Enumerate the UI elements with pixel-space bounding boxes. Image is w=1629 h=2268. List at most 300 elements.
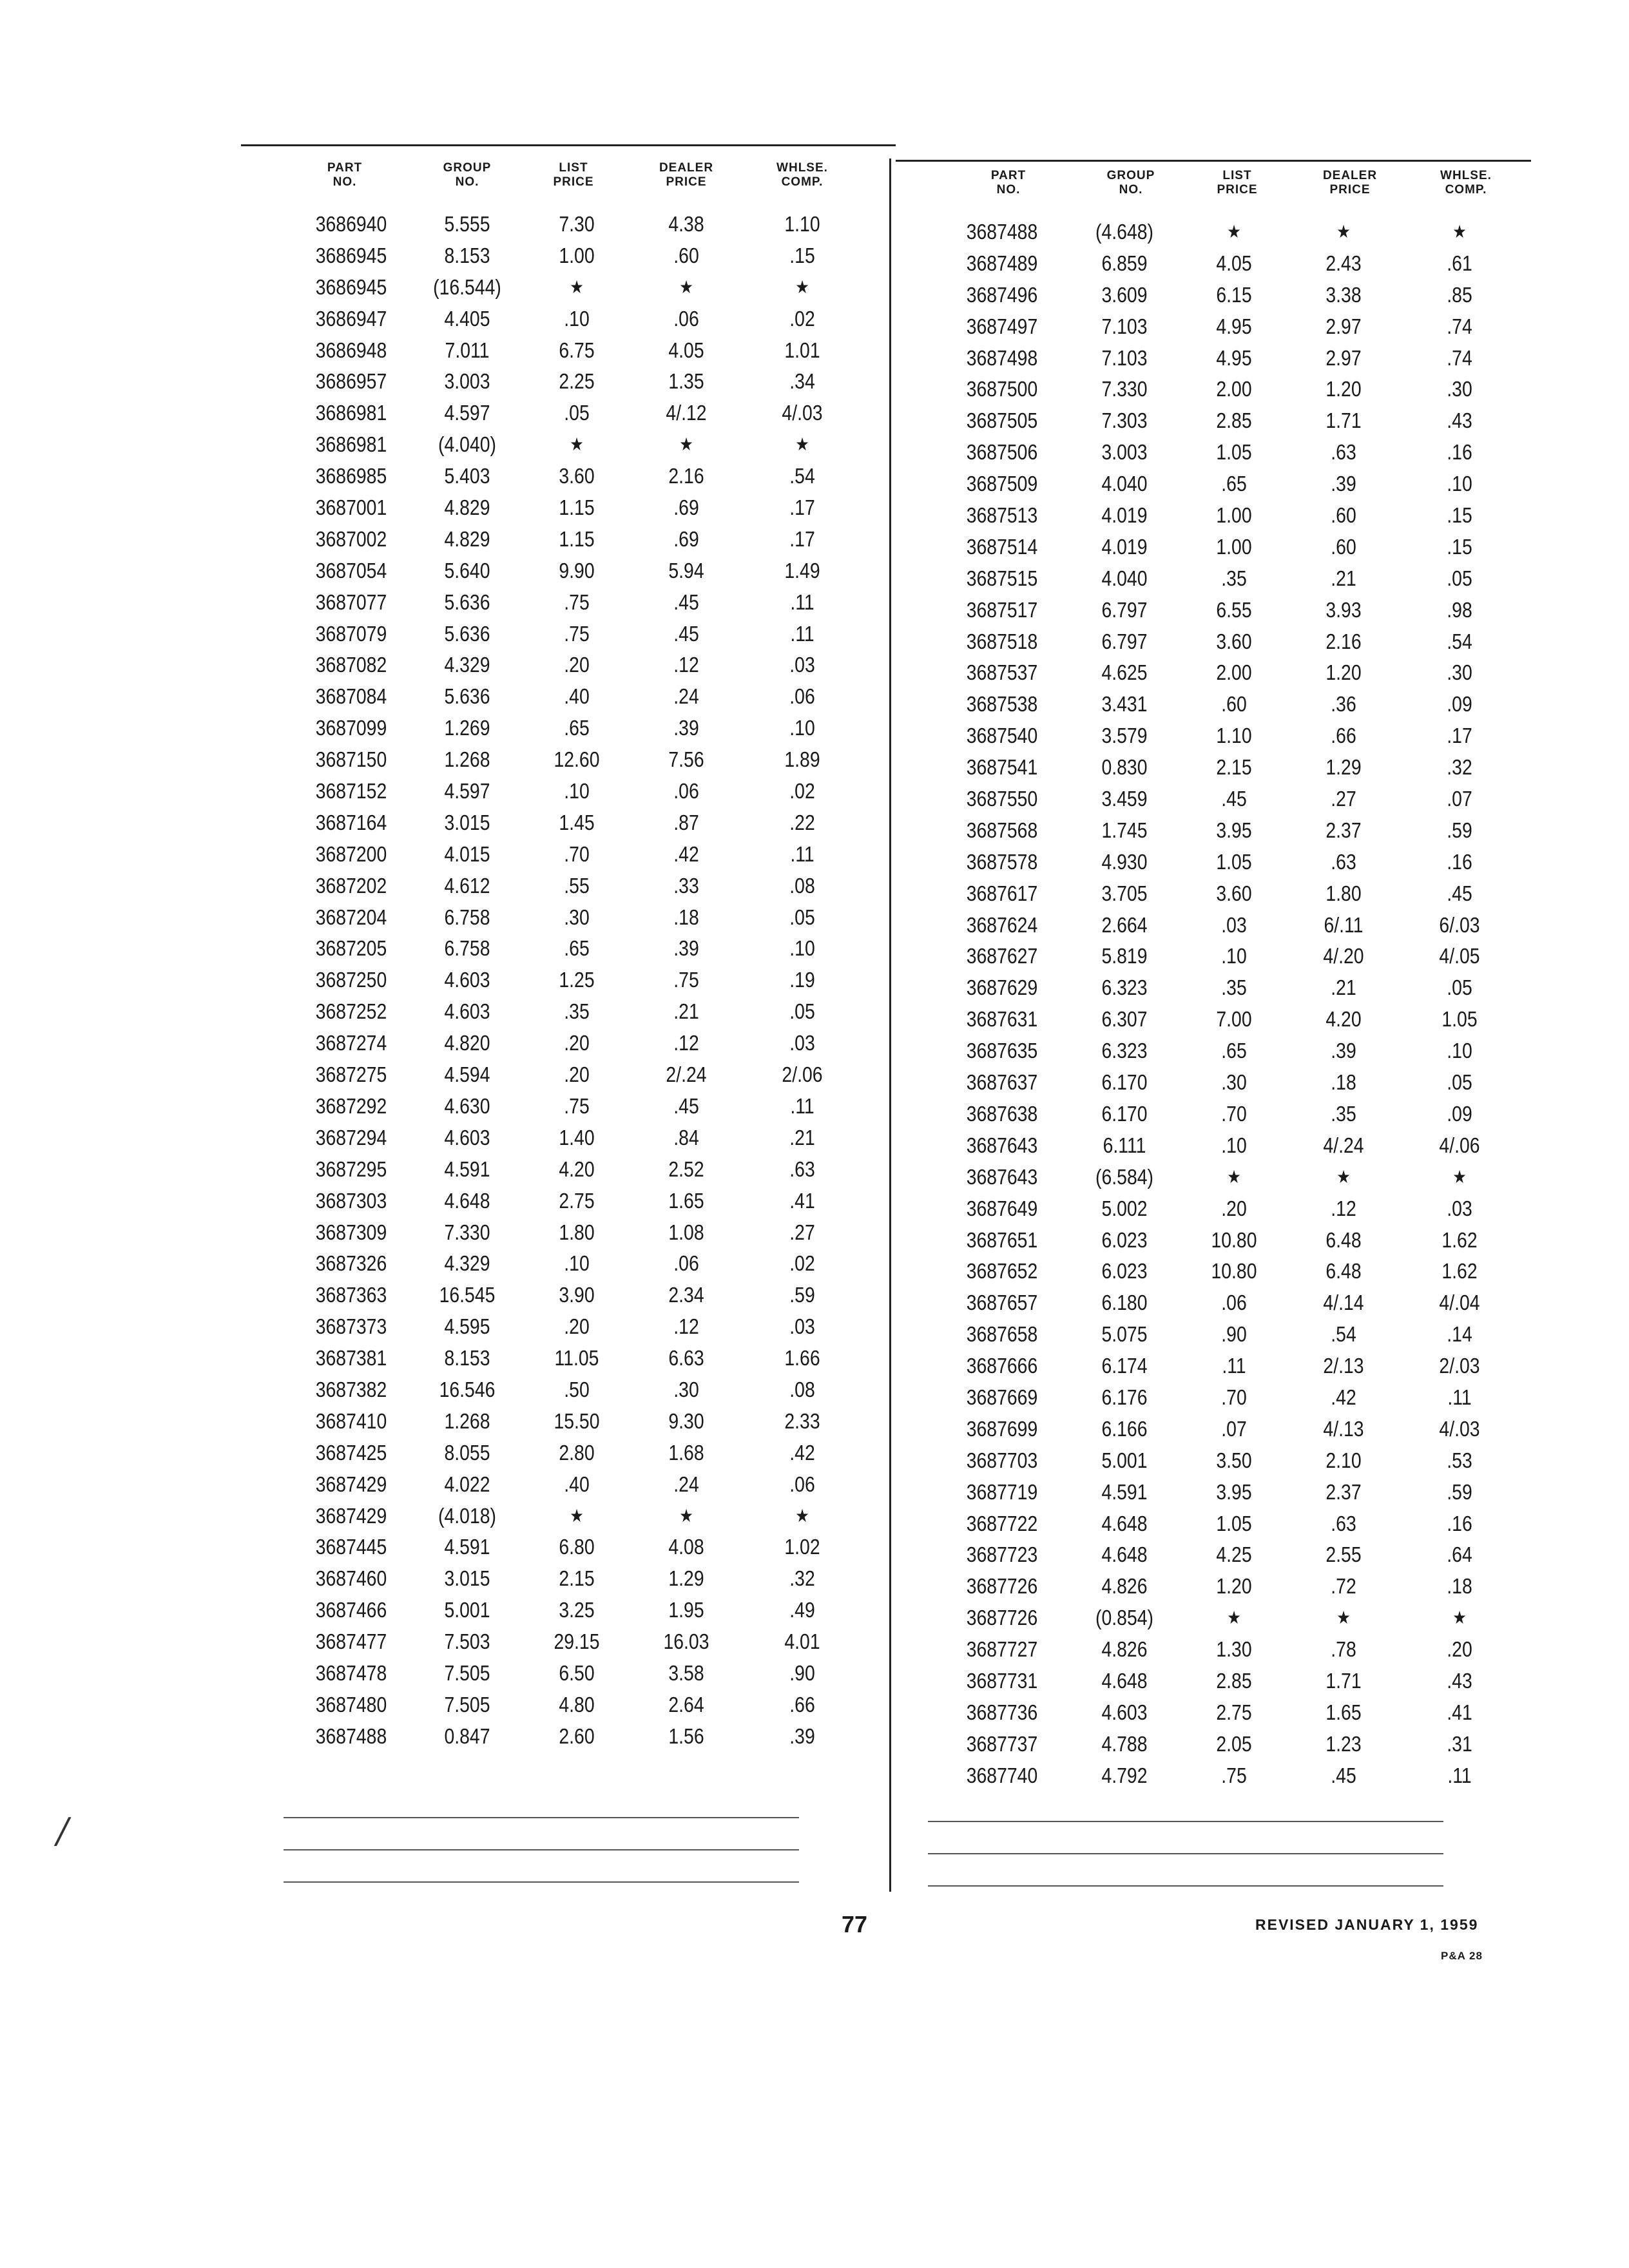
whlse-comp-cell: .10 [1447, 1039, 1472, 1063]
dealer-price-cell: .06 [673, 306, 699, 331]
list-price-cell: 1.25 [559, 968, 595, 992]
whlse-comp-cell: .27 [789, 1220, 815, 1244]
group-no-cell: 5.640 [444, 558, 490, 582]
column-divider [889, 159, 891, 1892]
table-row [296, 1249, 863, 1281]
part-no-cell: 3687736 [966, 1700, 1038, 1724]
group-no-cell: 3.579 [1101, 724, 1148, 748]
part-no-cell: 3687635 [966, 1039, 1038, 1063]
group-no-cell: 16.546 [439, 1377, 496, 1401]
dealer-price-cell: .18 [1331, 1070, 1356, 1095]
group-no-cell: 6.111 [1103, 1133, 1146, 1157]
group-no-cell: 5.636 [444, 621, 490, 646]
whlse-comp-cell: .18 [1447, 1574, 1472, 1599]
whlse-comp-cell: .17 [1447, 724, 1472, 748]
dealer-price-cell: 4.08 [668, 1535, 704, 1559]
part-no-cell: 3687737 [966, 1731, 1038, 1756]
whlse-comp-cell: .05 [1447, 566, 1472, 590]
group-no-cell: 8.055 [444, 1440, 490, 1465]
left-table-body [296, 210, 863, 1754]
dealer-price-cell: ★ [679, 434, 693, 455]
dealer-price-cell: .39 [1331, 472, 1356, 496]
table-row [941, 658, 1521, 690]
whlse-comp-cell: .54 [789, 464, 815, 488]
dealer-price-cell: .63 [1331, 440, 1356, 465]
dealer-price-cell: .39 [673, 936, 699, 961]
table-row [296, 682, 863, 714]
dealer-price-cell: 2.52 [668, 1157, 704, 1181]
whlse-comp-cell: 1.05 [1441, 1007, 1478, 1032]
list-price-cell: .11 [1222, 1354, 1246, 1378]
group-no-cell: 4.829 [444, 526, 490, 551]
dealer-price-cell: .12 [1331, 1196, 1356, 1220]
whlse-comp-cell: .19 [789, 968, 815, 992]
table-row [296, 1344, 863, 1376]
part-no-cell: 3687477 [315, 1629, 387, 1654]
whlse-comp-cell: 1.62 [1441, 1227, 1478, 1252]
list-price-cell: .07 [1221, 1416, 1247, 1441]
list-price-cell: ★ [570, 434, 584, 455]
group-no-cell: (4.040) [438, 432, 496, 457]
dealer-price-cell: ★ [1336, 1608, 1351, 1628]
whlse-comp-cell: 2.33 [784, 1408, 820, 1433]
table-row [941, 344, 1521, 376]
list-price-cell: 3.95 [1216, 818, 1252, 842]
table-row [296, 1407, 863, 1439]
dealer-price-cell: 3.58 [668, 1660, 704, 1685]
table-row [941, 1037, 1521, 1068]
list-price-cell: .05 [564, 401, 590, 425]
table-row [941, 1100, 1521, 1131]
whlse-comp-cell: ★ [795, 276, 809, 297]
group-no-cell: 5.075 [1101, 1322, 1148, 1347]
dealer-price-cell: .42 [673, 841, 699, 866]
part-no-cell: 3687515 [966, 566, 1038, 590]
part-no-cell: 3687537 [966, 660, 1038, 685]
whlse-comp-cell: .41 [789, 1188, 815, 1213]
group-no-cell: 5.001 [444, 1598, 490, 1622]
part-no-cell: 3687002 [315, 526, 387, 551]
table-row [941, 816, 1521, 848]
table-row [296, 903, 863, 935]
part-no-cell: 3686945 [315, 274, 387, 299]
dealer-price-cell: 4/.12 [666, 401, 707, 425]
whlse-comp-cell: .02 [789, 779, 815, 803]
dealer-price-cell: .60 [673, 243, 699, 267]
list-price-cell: .30 [564, 905, 590, 929]
part-no-cell: 3687252 [315, 999, 387, 1024]
group-no-cell: 7.303 [1101, 408, 1148, 433]
group-no-cell: 4.595 [444, 1314, 490, 1339]
header-whlse-comp: WHLSE. COMP. [1440, 169, 1492, 197]
table-row [296, 840, 863, 872]
group-no-cell: 7.505 [444, 1660, 490, 1685]
part-no-cell: 3686957 [315, 369, 387, 394]
table-row [296, 777, 863, 809]
table-row [296, 242, 863, 273]
dealer-price-cell: .69 [673, 526, 699, 551]
table-row [296, 651, 863, 682]
table-row [296, 1092, 863, 1124]
part-no-cell: 3687077 [315, 590, 387, 614]
list-price-cell: .55 [564, 873, 590, 898]
group-no-cell: 0.847 [444, 1724, 490, 1748]
whlse-comp-cell: .10 [789, 936, 815, 961]
part-no-cell: 3687445 [315, 1535, 387, 1559]
group-no-cell: 6.859 [1101, 251, 1148, 275]
dealer-price-cell: 2.16 [1325, 629, 1362, 653]
list-price-cell: 6.75 [559, 338, 595, 362]
part-no-cell: 3686940 [315, 212, 387, 236]
list-price-cell: ★ [1227, 222, 1241, 242]
dealer-price-cell: 1.20 [1325, 660, 1362, 685]
part-no-cell: 3687727 [966, 1637, 1038, 1662]
group-no-cell: 4.040 [1101, 472, 1148, 496]
list-price-cell: 1.20 [1216, 1574, 1252, 1599]
table-row [296, 525, 863, 557]
list-price-cell: 1.00 [1216, 503, 1252, 528]
list-price-cell: 2.75 [559, 1188, 595, 1213]
whlse-comp-cell: .17 [789, 526, 815, 551]
group-no-cell: 6.797 [1101, 597, 1148, 622]
group-no-cell: 4.826 [1101, 1574, 1148, 1599]
group-no-cell: 8.153 [444, 243, 490, 267]
list-price-cell: .40 [564, 1472, 590, 1496]
table-row [941, 1415, 1521, 1446]
dealer-price-cell: .36 [1331, 692, 1356, 716]
table-row [296, 367, 863, 399]
part-no-cell: 3687478 [315, 1660, 387, 1685]
list-price-cell: 7.00 [1216, 1007, 1252, 1032]
dealer-price-cell: 2.43 [1325, 251, 1362, 275]
part-no-cell: 3687731 [966, 1668, 1038, 1693]
table-row [296, 1564, 863, 1596]
list-price-cell: .35 [1221, 566, 1247, 590]
dealer-price-cell: .21 [1331, 566, 1356, 590]
group-no-cell: 4.648 [1101, 1668, 1148, 1693]
part-no-cell: 3687309 [315, 1220, 387, 1244]
table-row [941, 1005, 1521, 1037]
dealer-price-cell: 7.56 [668, 747, 704, 772]
group-no-cell: 6.166 [1101, 1416, 1148, 1441]
part-no-cell: 3687150 [315, 747, 387, 772]
dealer-price-cell: 2.97 [1325, 345, 1362, 370]
whlse-comp-cell: 1.66 [784, 1346, 820, 1370]
whlse-comp-cell: .11 [1447, 1763, 1472, 1787]
part-no-cell: 3687274 [315, 1031, 387, 1055]
dealer-price-cell: ★ [1336, 222, 1351, 242]
table-row [296, 1376, 863, 1407]
whlse-comp-cell: .49 [789, 1598, 815, 1622]
group-no-cell: 1.268 [444, 1408, 490, 1433]
part-no-cell: 3687643 [966, 1164, 1038, 1189]
dealer-price-cell: 4/.20 [1323, 944, 1364, 968]
table-row [296, 588, 863, 620]
dealer-price-cell: 1.35 [668, 369, 704, 394]
whlse-comp-cell: 2/.06 [782, 1062, 823, 1087]
list-price-cell: 4.25 [1216, 1542, 1252, 1567]
part-no-cell: 3687568 [966, 818, 1038, 842]
dealer-price-cell: .84 [673, 1125, 699, 1149]
page-number: 77 [842, 1911, 868, 1937]
group-no-cell: 4.040 [1101, 566, 1148, 590]
part-no-cell: 3687538 [966, 692, 1038, 716]
table-row [941, 312, 1521, 344]
group-no-cell: 6.170 [1101, 1070, 1148, 1095]
part-no-cell: 3687627 [966, 944, 1038, 968]
list-price-cell: 1.05 [1216, 849, 1252, 874]
list-price-cell: 10.80 [1211, 1259, 1257, 1283]
dealer-price-cell: 3.93 [1325, 597, 1362, 622]
group-no-cell: 6.307 [1101, 1007, 1148, 1032]
group-no-cell: 5.636 [444, 684, 490, 709]
whlse-comp-cell: .08 [789, 1377, 815, 1401]
list-price-cell: .10 [1221, 944, 1247, 968]
list-price-cell: .45 [1221, 787, 1247, 811]
table-row [296, 1470, 863, 1502]
list-price-cell: .10 [564, 779, 590, 803]
table-row [941, 1572, 1521, 1604]
dealer-price-cell: 1.29 [668, 1566, 704, 1591]
right-table-body [941, 218, 1521, 1793]
whlse-comp-cell: 2/.03 [1439, 1354, 1480, 1378]
whlse-comp-cell: .85 [1447, 282, 1472, 307]
list-price-cell: .75 [564, 590, 590, 614]
whlse-comp-cell: .03 [789, 1314, 815, 1339]
dealer-price-cell: .24 [673, 684, 699, 709]
part-no-cell: 3687410 [315, 1408, 387, 1433]
group-no-cell: 0.830 [1101, 755, 1148, 780]
part-no-cell: 3687295 [315, 1157, 387, 1181]
part-no-cell: 3687425 [315, 1440, 387, 1465]
group-no-cell: 4.603 [1101, 1700, 1148, 1724]
part-no-cell: 3687480 [315, 1692, 387, 1716]
dealer-price-cell: 1.65 [1325, 1700, 1362, 1724]
table-row [296, 1061, 863, 1092]
margin-pencil-mark: / [57, 1811, 69, 1851]
dealer-price-cell: 2/.24 [666, 1062, 707, 1087]
dealer-price-cell: .78 [1331, 1637, 1356, 1662]
part-no-cell: 3687509 [966, 472, 1038, 496]
group-no-cell: 7.503 [444, 1629, 490, 1654]
whlse-comp-cell: .66 [789, 1692, 815, 1716]
part-no-cell: 3687550 [966, 787, 1038, 811]
list-price-cell: .20 [564, 1031, 590, 1055]
group-no-cell: 4.930 [1101, 849, 1148, 874]
whlse-comp-cell: .11 [790, 841, 815, 866]
group-no-cell: (4.018) [438, 1503, 496, 1528]
table-row [296, 1155, 863, 1187]
table-row [941, 1604, 1521, 1635]
group-no-cell: 6.180 [1101, 1291, 1148, 1315]
part-no-cell: 3687363 [315, 1283, 387, 1307]
whlse-comp-cell: .53 [1447, 1448, 1472, 1472]
part-no-cell: 3687540 [966, 724, 1038, 748]
table-row [296, 462, 863, 494]
dealer-price-cell: 1.95 [668, 1598, 704, 1622]
dealer-price-cell: .72 [1331, 1574, 1356, 1599]
list-price-cell: .70 [1221, 1101, 1247, 1126]
group-no-cell: 4.603 [444, 999, 490, 1024]
list-price-cell: .75 [564, 1093, 590, 1118]
group-no-cell: 7.330 [444, 1220, 490, 1244]
part-no-cell: 3687513 [966, 503, 1038, 528]
whlse-comp-cell: .11 [790, 590, 815, 614]
table-row [296, 1502, 863, 1533]
list-price-cell: 3.90 [559, 1283, 595, 1307]
table-row [941, 1698, 1521, 1730]
list-price-cell: 29.15 [554, 1629, 600, 1654]
list-price-cell: 9.90 [559, 558, 595, 582]
part-no-cell: 3687506 [966, 440, 1038, 465]
right-table-header [941, 169, 1521, 214]
group-no-cell: 3.003 [1101, 440, 1148, 465]
group-no-cell: 4.603 [444, 968, 490, 992]
group-no-cell: 5.555 [444, 212, 490, 236]
table-row [941, 1635, 1521, 1667]
blank-line [284, 1881, 799, 1883]
list-price-cell: 1.80 [559, 1220, 595, 1244]
blank-line [284, 1849, 799, 1850]
group-no-cell: 4.591 [1101, 1479, 1148, 1504]
whlse-comp-cell: 4/.04 [1439, 1291, 1480, 1315]
dealer-price-cell: .27 [1331, 787, 1356, 811]
group-no-cell: 4.329 [444, 653, 490, 677]
whlse-comp-cell: .10 [1447, 472, 1472, 496]
dealer-price-cell: .75 [673, 968, 699, 992]
dealer-price-cell: .21 [673, 999, 699, 1024]
dealer-price-cell: 1.23 [1325, 1731, 1362, 1756]
group-no-cell: 6.174 [1101, 1354, 1148, 1378]
dealer-price-cell: 2.55 [1325, 1542, 1362, 1567]
part-no-cell: 3687500 [966, 377, 1038, 401]
part-no-cell: 3687489 [966, 251, 1038, 275]
dealer-price-cell: 1.80 [1325, 881, 1362, 905]
part-no-cell: 3687292 [315, 1093, 387, 1118]
group-no-cell: 6.176 [1101, 1385, 1148, 1409]
whlse-comp-cell: .22 [789, 810, 815, 834]
whlse-comp-cell: .11 [1447, 1385, 1472, 1409]
dealer-price-cell: .63 [1331, 1511, 1356, 1535]
group-no-cell: 4.019 [1101, 534, 1148, 559]
table-row [296, 1533, 863, 1564]
dealer-price-cell: ★ [679, 1505, 693, 1526]
whlse-comp-cell: .03 [789, 1031, 815, 1055]
table-row [296, 745, 863, 777]
list-price-cell: ★ [1227, 1608, 1241, 1628]
dealer-price-cell: .33 [673, 873, 699, 898]
list-price-cell: 11.05 [554, 1346, 599, 1370]
list-price-cell: .65 [1221, 472, 1247, 496]
whlse-comp-cell: .06 [789, 1472, 815, 1496]
whlse-comp-cell: .05 [789, 905, 815, 929]
group-no-cell: 1.269 [444, 716, 490, 740]
header-whlse-comp: WHLSE. COMP. [776, 161, 828, 189]
group-no-cell: 4.405 [444, 306, 490, 331]
table-row [941, 911, 1521, 943]
group-no-cell: 4.792 [1101, 1763, 1148, 1787]
whlse-comp-cell: 1.01 [784, 338, 820, 362]
group-no-cell: 3.015 [444, 810, 490, 834]
table-row [941, 564, 1521, 596]
group-no-cell: 5.636 [444, 590, 490, 614]
whlse-comp-cell: ★ [1452, 1166, 1467, 1187]
table-row [296, 336, 863, 368]
list-price-cell: .70 [564, 841, 590, 866]
whlse-comp-cell: 1.62 [1441, 1259, 1478, 1283]
whlse-comp-cell: .05 [1447, 975, 1472, 1000]
list-price-cell: 1.45 [559, 810, 595, 834]
whlse-comp-cell: .02 [789, 1251, 815, 1276]
whlse-comp-cell: .16 [1447, 440, 1472, 465]
whlse-comp-cell: .21 [789, 1125, 815, 1149]
table-row [941, 1478, 1521, 1510]
table-row [296, 1312, 863, 1344]
part-no-cell: 3687514 [966, 534, 1038, 559]
whlse-comp-cell: .15 [1447, 534, 1472, 559]
dealer-price-cell: 2.16 [668, 464, 704, 488]
dealer-price-cell: 2.97 [1325, 314, 1362, 338]
part-no-cell: 3687699 [966, 1416, 1038, 1441]
dealer-price-cell: 9.30 [668, 1408, 704, 1433]
list-price-cell: 1.05 [1216, 440, 1252, 465]
whlse-comp-cell: ★ [1452, 1608, 1467, 1628]
table-row [296, 430, 863, 462]
dealer-price-cell: .45 [673, 590, 699, 614]
part-no-cell: 3687496 [966, 282, 1038, 307]
part-no-cell: 3687498 [966, 345, 1038, 370]
part-no-cell: 3687518 [966, 629, 1038, 653]
part-no-cell: 3687652 [966, 1259, 1038, 1283]
table-row [296, 809, 863, 840]
part-no-cell: 3687726 [966, 1606, 1038, 1630]
dealer-price-cell: 1.08 [668, 1220, 704, 1244]
whlse-comp-cell: .05 [1447, 1070, 1472, 1095]
whlse-comp-cell: .08 [789, 873, 815, 898]
group-no-cell: 5.001 [1101, 1448, 1148, 1472]
table-row [941, 1762, 1521, 1793]
table-row [296, 1691, 863, 1722]
dealer-price-cell: 4/.14 [1323, 1291, 1364, 1315]
group-no-cell: 4.591 [444, 1157, 490, 1181]
list-price-cell: ★ [570, 276, 584, 297]
table-row [941, 533, 1521, 564]
table-row [941, 1226, 1521, 1258]
table-row [941, 1320, 1521, 1352]
group-no-cell: 4.329 [444, 1251, 490, 1276]
dealer-price-cell: 1.71 [1325, 1668, 1362, 1693]
dealer-price-cell: 1.68 [668, 1440, 704, 1465]
table-row [941, 785, 1521, 816]
list-price-cell: .20 [564, 1062, 590, 1087]
group-no-cell: 4.648 [444, 1188, 490, 1213]
list-price-cell: 2.00 [1216, 660, 1252, 685]
list-price-cell: 2.25 [559, 369, 595, 394]
dealer-price-cell: 2/.13 [1323, 1354, 1364, 1378]
group-no-cell: 4.594 [444, 1062, 490, 1087]
part-no-cell: 3686945 [315, 243, 387, 267]
list-price-cell: 4.05 [1216, 251, 1252, 275]
table-row [941, 1257, 1521, 1289]
group-no-cell: 7.330 [1101, 377, 1148, 401]
part-no-cell: 3687303 [315, 1188, 387, 1213]
table-row [296, 1439, 863, 1470]
table-row [296, 1281, 863, 1312]
table-row [296, 1187, 863, 1218]
dealer-price-cell: 16.03 [663, 1629, 709, 1654]
whlse-comp-cell: .59 [789, 1283, 815, 1307]
part-no-cell: 3687164 [315, 810, 387, 834]
